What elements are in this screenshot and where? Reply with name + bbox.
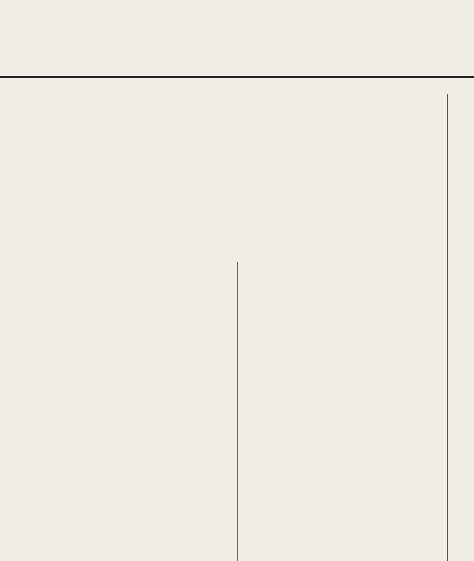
header-rule (0, 76, 474, 78)
column-divider-right (447, 94, 448, 561)
column-divider-middle (237, 262, 238, 561)
